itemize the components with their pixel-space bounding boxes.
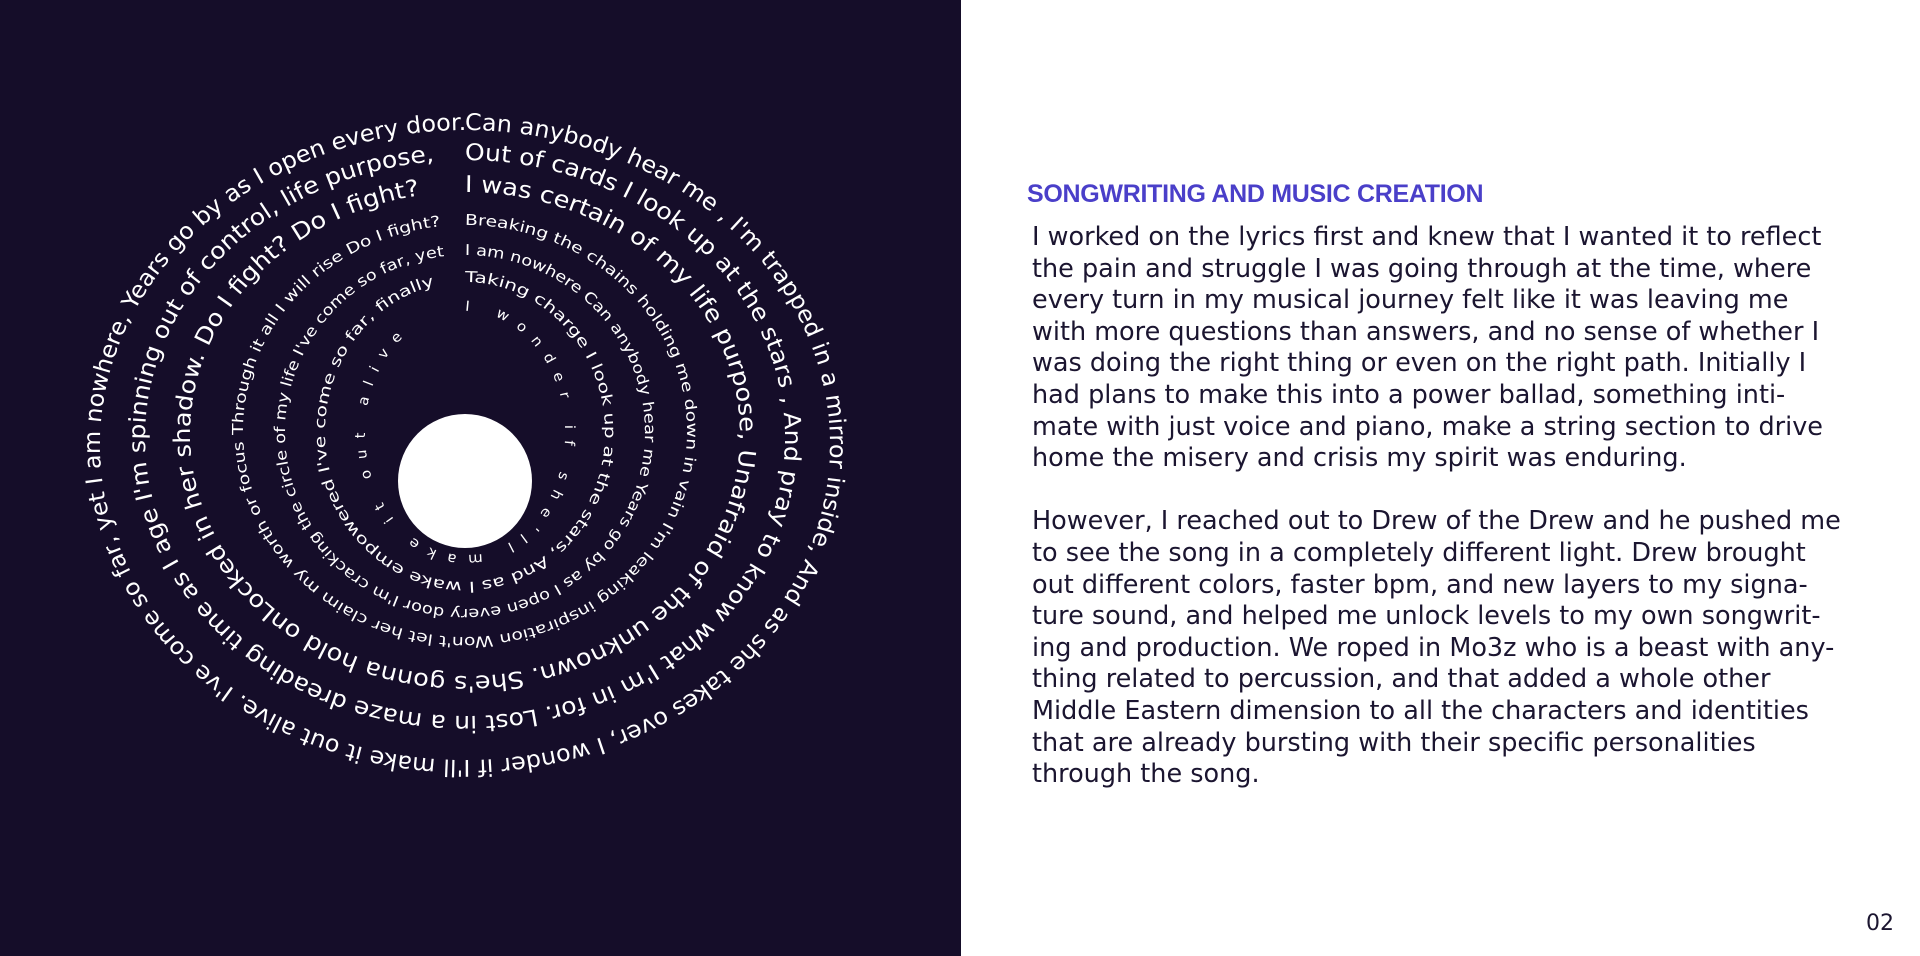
- paragraph-line: mate with just voice and piano, make a string section to drive: [1032, 411, 1823, 442]
- paragraph-2: [1032, 506, 1872, 790]
- paragraph-line: was doing the right thing or even on the right path. Initially I: [1032, 348, 1807, 379]
- paragraph-line: thing related to percussion, and that added a whole other: [1032, 664, 1771, 695]
- lyric-ring-1-text: Can anybody hear me , I'm trapped in a mirror inside, And as she takes over, I wonder if I'll make it out alive. I've come so far, yet I am nowhere, Years go by as I open every door.: [79, 109, 851, 781]
- paragraph-line: ing and production. We roped in Mo3z who is a beast with any-: [1032, 632, 1835, 663]
- article-body: [1032, 222, 1872, 791]
- lyric-ring-4-text: Breaking the chains holding me down in vain I'm leaking inspiration Won't let her claim my worth or focus Through it all I will rise Do I fight?: [228, 210, 702, 652]
- center-circle: [398, 414, 532, 548]
- lyric-ring-6-text: Taking charge I look up at the stars, And as I wake empowered I've come so far, finally: [310, 267, 620, 597]
- lyric-ring-2-text: Out of cards I look up at the stars , And pray to know what I'm in for. Lost in a maze dreading time as I age I'm spinning out of control, life purpose,: [124, 139, 806, 737]
- paragraph-line: to see the song in a completely different light. Drew brought: [1032, 537, 1806, 568]
- paragraph-line: every turn in my musical journey felt like it was leaving me: [1032, 285, 1789, 316]
- section-heading: SONGWRITING AND MUSIC CREATION: [1027, 180, 1484, 208]
- lyric-ring-3-text: I was certain of my life purpose, Unafraid of the unknown. She's gonna hold onLocked in her shadow. Do I fight? Do I fight?: [169, 171, 761, 697]
- paragraph-line: through the song.: [1032, 759, 1260, 790]
- paragraph-line: that are already bursting with their specific personalities: [1032, 727, 1756, 758]
- article-panel: [961, 0, 1920, 956]
- paragraph-line: Middle Eastern dimension to all the characters and identities: [1032, 695, 1809, 726]
- paragraph-line: However, I reached out to Drew of the Drew and he pushed me: [1032, 506, 1841, 537]
- paragraph-1: [1032, 222, 1872, 475]
- paragraph-line: out different colors, faster bpm, and new layers to my signa-: [1032, 569, 1808, 600]
- lyric-ring-5-text: I am nowhere Can anybody hear me Years go by as I open every door I'm cracking the circle of my life I've come so far, yet: [270, 240, 660, 624]
- paragraph-line: with more questions than answers, and no sense of whether I: [1032, 316, 1820, 347]
- paragraph-line: I worked on the lyrics first and knew that I wanted it to reflect: [1032, 222, 1822, 252]
- paragraph-line: the pain and struggle I was going through at the time, where: [1032, 253, 1812, 284]
- lyric-ring-7-text: I wonder if she'll make it out alive: [352, 298, 578, 568]
- page-number: 02: [1866, 911, 1894, 936]
- paragraph-line: ture sound, and helped me unlock levels to my own songwrit-: [1032, 601, 1821, 632]
- paragraph-line: had plans to make this into a power ballad, something inti-: [1032, 379, 1786, 410]
- paragraph-line: home the misery and crisis my spirit was enduring.: [1032, 443, 1687, 474]
